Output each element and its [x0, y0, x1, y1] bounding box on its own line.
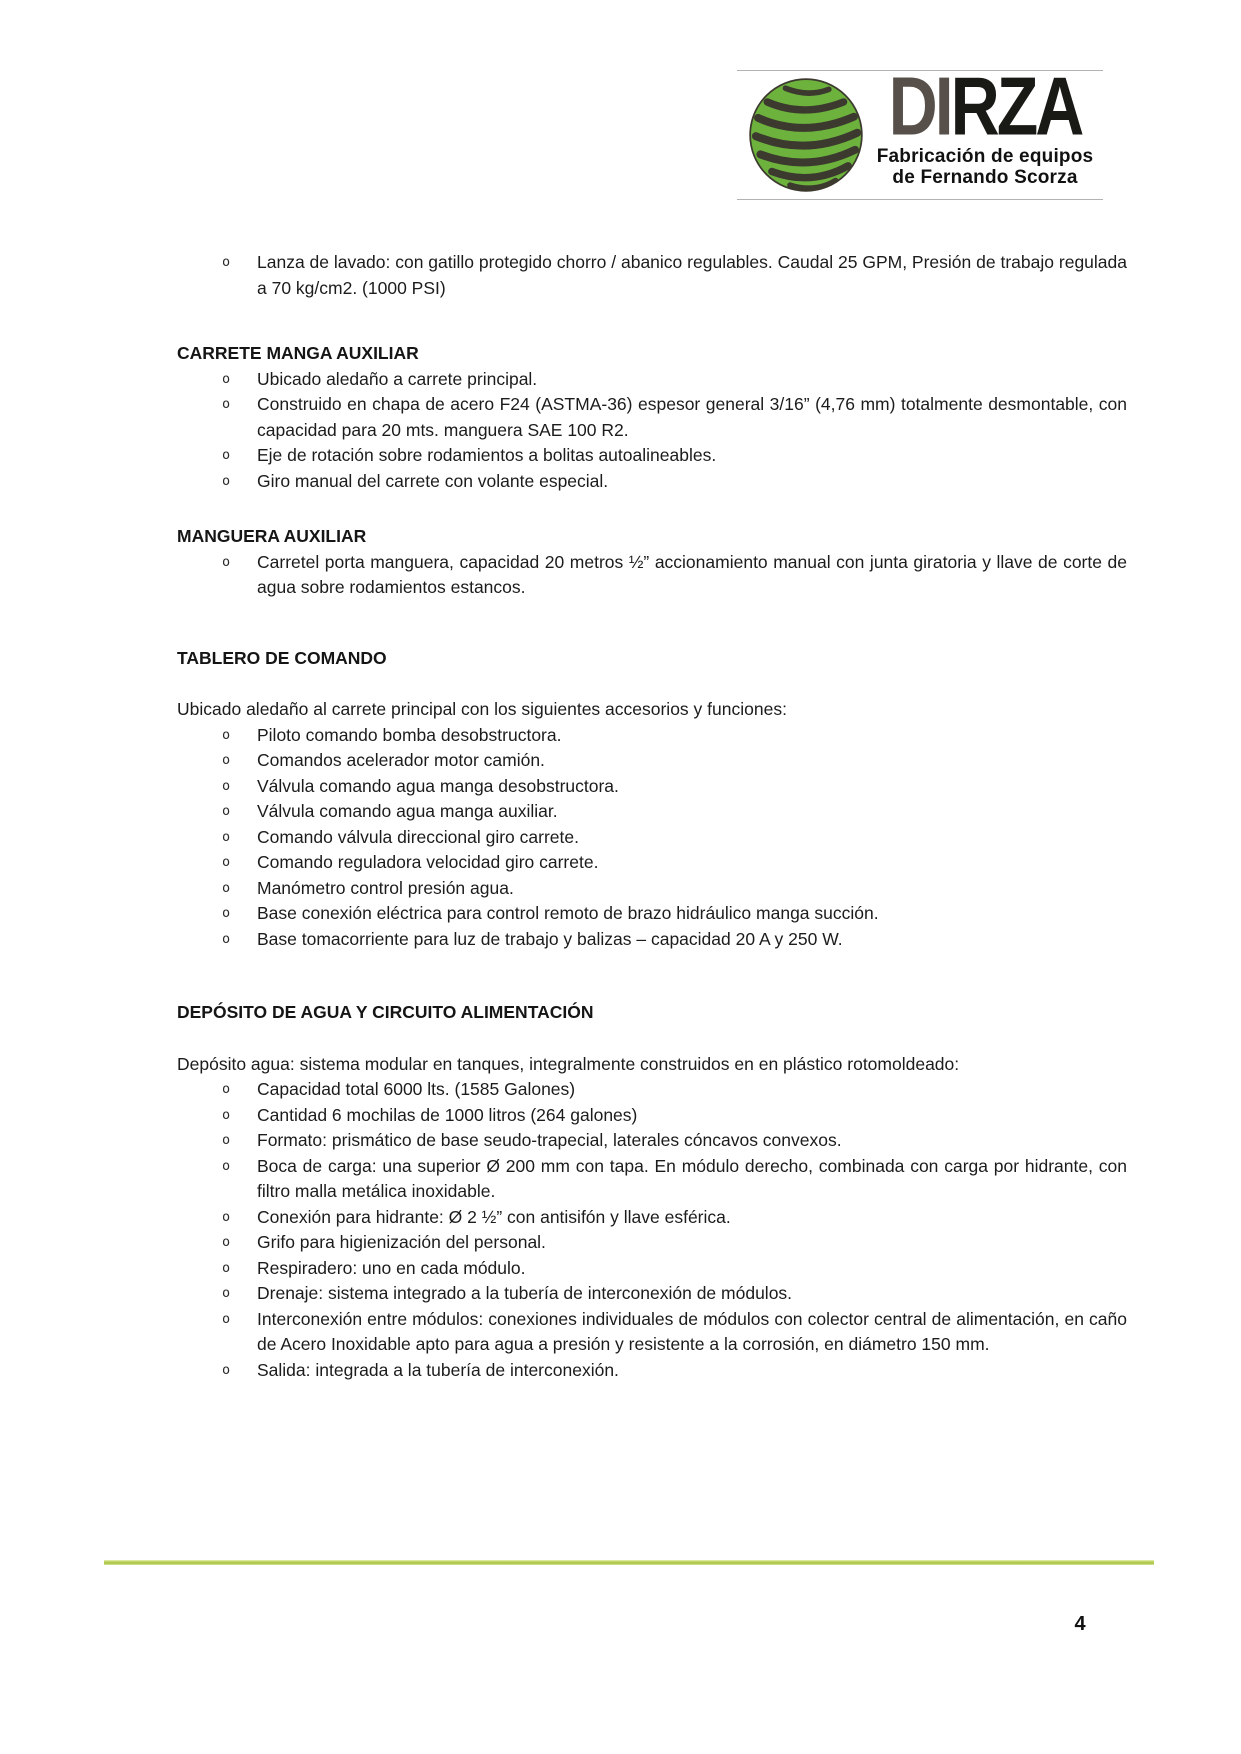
circle-bullet-icon: o [222, 1208, 231, 1225]
brand-rza: RZA [950, 59, 1082, 153]
footer-accent-line [104, 1560, 1154, 1565]
list-item [177, 748, 1127, 774]
circle-bullet-icon: o [222, 905, 231, 921]
list-item-text: Construido en chapa de acero F24 (ASTMA-36) espesor general 3/16” (4,76 mm) totalmente desmontable, con capacidad para 20 mts. manguera SAE 100 R2. [257, 394, 1127, 440]
list-item-text: Válvula comando agua manga auxiliar. [257, 801, 558, 821]
section-heading-deposito-de-agua: DEPÓSITO DE AGUA Y CIRCUITO ALIMENTACIÓN [177, 1002, 594, 1022]
list-item-text: Eje de rotación sobre rodamientos a bolitas autoalineables. [257, 445, 717, 465]
circle-bullet-icon: o [222, 553, 231, 570]
intro-bullet-list [177, 250, 1127, 301]
company-logo [737, 59, 1103, 200]
list-item-text: Comando reguladora velocidad giro carrete. [257, 852, 599, 872]
circle-bullet-icon: o [222, 726, 231, 743]
list-item [177, 927, 1127, 953]
list-item [177, 774, 1127, 800]
list-item [177, 550, 1127, 601]
list-item-text: Lanza de lavado: con gatillo protegido chorro / abanico regulables. Caudal 25 GPM, Presión de trabajo regulada a 70 kg/cm2. (1000 PSI) [257, 252, 1127, 298]
list-item-text: Capacidad total 6000 lts. (1585 Galones) [257, 1079, 576, 1099]
carrete-bullet-list [177, 367, 1127, 495]
list-item [177, 1077, 1127, 1103]
list-item-text: Interconexión entre módulos: conexiones individuales de módulos con colector central de alimentación, en caño de Acero Inoxidable apto para agua a presión y resistente a la corrosión, en diámetro 150 mm. [257, 1308, 1127, 1354]
list-item [177, 1103, 1127, 1129]
list-item-text: Giro manual del carrete con volante especial. [257, 470, 609, 491]
list-item-text: Boca de carga: una superior Ø 200 mm con tapa. En módulo derecho, combinada con carga por hidrante, con filtro malla metálica inoxidable. [257, 1155, 1127, 1201]
list-item [177, 1230, 1127, 1256]
list-item [177, 1307, 1127, 1358]
list-item [177, 1256, 1127, 1282]
circle-bullet-icon: o [222, 1361, 231, 1378]
circle-bullet-icon: o [222, 777, 231, 794]
section-heading-carrete-manga-auxiliar: CARRETE MANGA AUXILIAR [177, 343, 419, 363]
globe-stripes-icon [749, 78, 863, 192]
list-item-text: Piloto comando bomba desobstructora. [257, 724, 562, 745]
list-item-text: Comandos acelerador motor camión. [257, 750, 545, 770]
section-heading-tablero-de-comando: TABLERO DE COMANDO [177, 647, 387, 668]
circle-bullet-icon: o [222, 447, 231, 463]
list-item-text: Válvula comando agua manga desobstructora. [257, 775, 619, 796]
circle-bullet-icon: o [222, 803, 231, 819]
list-item [177, 723, 1127, 749]
list-item [177, 799, 1127, 825]
circle-bullet-icon: o [222, 1234, 231, 1250]
list-item [177, 443, 1127, 469]
list-item-text: Salida: integrada a la tubería de interconexión. [257, 1359, 619, 1380]
manguera-bullet-list [177, 550, 1127, 601]
circle-bullet-icon: o [222, 1081, 231, 1097]
list-item [177, 392, 1127, 443]
logo-tagline-line2: de Fernando Scorza [892, 166, 1078, 188]
circle-bullet-icon: o [222, 370, 231, 387]
list-item-text: Carretel porta manguera, capacidad 20 metros ½” accionamiento manual con junta giratoria y llave de corte de agua sobre rodamientos estancos. [257, 551, 1127, 597]
tablero-bullet-list [177, 723, 1127, 953]
circle-bullet-icon: o [222, 1132, 231, 1148]
list-item [177, 1358, 1127, 1384]
list-item-text: Formato: prismático de base seudo-trapecial, laterales cóncavos convexos. [257, 1130, 842, 1150]
brand-di: DI [888, 59, 951, 153]
circle-bullet-icon: o [222, 1157, 231, 1174]
list-item-text: Ubicado aledaño a carrete principal. [257, 368, 538, 389]
circle-bullet-icon: o [222, 1310, 231, 1327]
tablero-intro-paragraph: Ubicado aledaño al carrete principal con los siguientes accesorios y funciones: [177, 699, 787, 719]
section-heading-manguera-auxiliar: MANGUERA AUXILIAR [177, 526, 367, 546]
list-item [177, 850, 1127, 876]
circle-bullet-icon: o [222, 752, 231, 768]
circle-bullet-icon: o [222, 828, 231, 845]
list-item [177, 1128, 1127, 1154]
page-number: 4 [1074, 1613, 1086, 1635]
list-item-text: Drenaje: sistema integrado a la tubería de interconexión de módulos. [257, 1283, 793, 1303]
logo-text-block [867, 59, 1103, 188]
circle-bullet-icon: o [222, 472, 231, 489]
list-item [177, 469, 1127, 495]
list-item [177, 1205, 1127, 1231]
circle-bullet-icon: o [222, 879, 231, 896]
document-content [177, 250, 1127, 1383]
circle-bullet-icon: o [222, 396, 231, 412]
list-item-text: Base conexión eléctrica para control remoto de brazo hidráulico manga succión. [257, 903, 879, 923]
list-item [177, 1154, 1127, 1205]
circle-bullet-icon: o [222, 1106, 231, 1123]
list-item-text: Cantidad 6 mochilas de 1000 litros (264 galones) [257, 1104, 638, 1125]
list-item-text: Grifo para higienización del personal. [257, 1232, 546, 1252]
list-item [177, 367, 1127, 393]
list-item [177, 825, 1127, 851]
circle-bullet-icon: o [222, 1285, 231, 1301]
list-item [177, 250, 1127, 301]
circle-bullet-icon: o [222, 1259, 231, 1276]
list-item [177, 876, 1127, 902]
deposito-bullet-list [177, 1077, 1127, 1383]
list-item-text: Base tomacorriente para luz de trabajo y balizas – capacidad 20 A y 250 W. [257, 928, 843, 949]
logo-tagline-line1: Fabricación de equipos [876, 145, 1094, 167]
list-item-text: Manómetro control presión agua. [257, 877, 514, 898]
brand-name [888, 59, 1082, 153]
circle-bullet-icon: o [222, 930, 231, 947]
circle-bullet-icon: o [222, 254, 231, 270]
list-item-text: Conexión para hidrante: Ø 2 ½” con antisifón y llave esférica. [257, 1206, 731, 1227]
list-item-text: Comando válvula direccional giro carrete. [257, 826, 579, 847]
deposito-intro-paragraph: Depósito agua: sistema modular en tanques, integralmente construidos en en plástico rotomoldeado: [177, 1053, 960, 1074]
list-item [177, 901, 1127, 927]
list-item [177, 1281, 1127, 1307]
circle-bullet-icon: o [222, 854, 231, 870]
list-item-text: Respiradero: uno en cada módulo. [257, 1257, 526, 1278]
